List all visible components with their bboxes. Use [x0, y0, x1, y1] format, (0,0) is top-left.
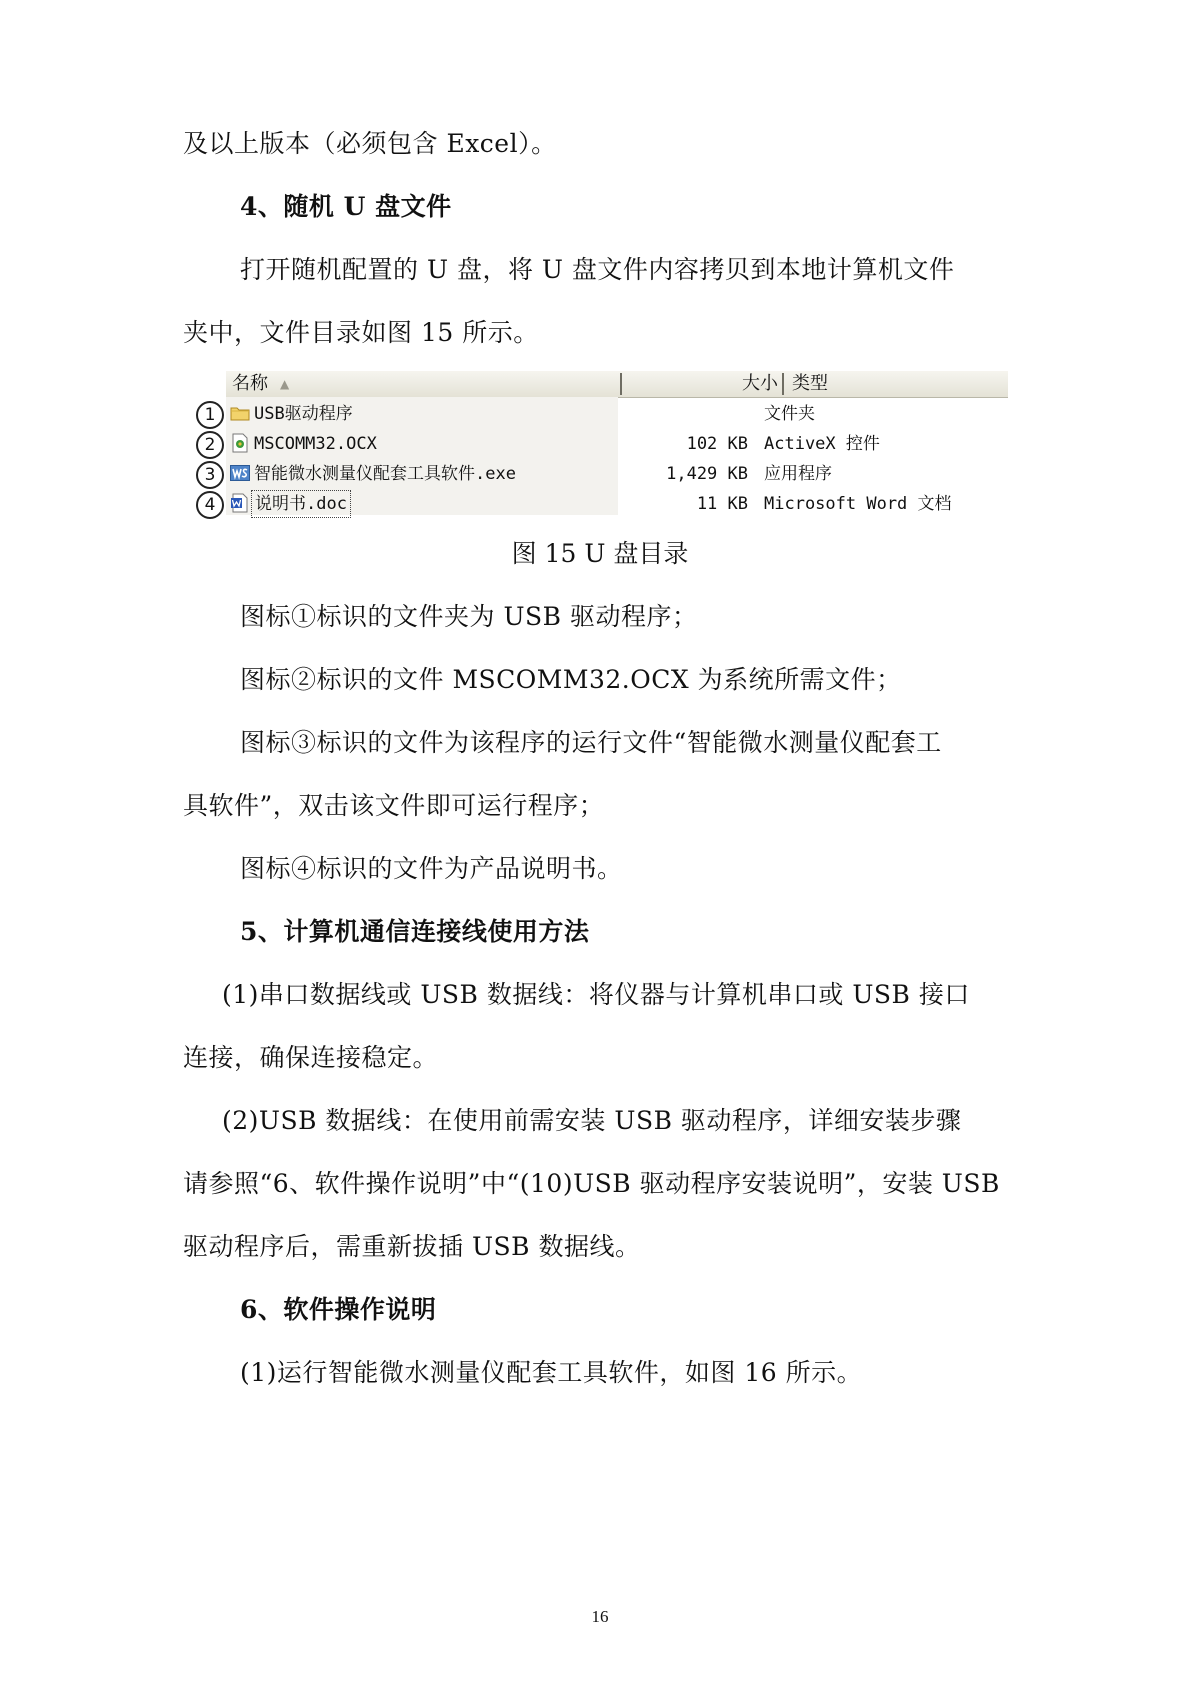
folder-icon	[230, 403, 250, 423]
paragraph-run-software: (1)运行智能微水测量仪配套工具软件，如图 16 所示。	[240, 1358, 863, 1387]
column-header-type-label: 类型	[792, 373, 828, 394]
paragraph-cable-2-line-1: (2)USB 数据线：在使用前需安装 USB 驱动程序，详细安装步骤	[222, 1106, 962, 1135]
file-list-header	[226, 371, 1008, 398]
paragraph-icon-3-line-2: 具软件”，双击该文件即可运行程序；	[183, 791, 605, 820]
heading-usb-files: 4、随机 U 盘文件	[240, 192, 452, 221]
paragraph-icon-1: 图标①标识的文件夹为 USB 驱动程序；	[240, 602, 698, 631]
column-header-size[interactable]	[616, 371, 778, 397]
file-name: MSCOMM32.OCX	[254, 434, 377, 454]
figure-caption: 图 15 U 盘目录	[511, 539, 689, 568]
heading-software-operation: 6、软件操作说明	[240, 1295, 437, 1324]
file-size: 11 KB	[696, 494, 748, 514]
paragraph-cable-2-line-3: 驱动程序后，需重新拔插 USB 数据线。	[183, 1232, 641, 1261]
paragraph-usb-line-1: 打开随机配置的 U 盘，将 U 盘文件内容拷贝到本地计算机文件	[240, 255, 955, 284]
paragraph-usb-line-2: 夹中，文件目录如图 15 所示。	[183, 318, 539, 347]
column-header-name-label: 名称	[232, 373, 268, 394]
file-row[interactable]	[196, 490, 1008, 520]
file-type: Microsoft Word 文档	[764, 494, 952, 514]
paragraph-intro-tail: 及以上版本（必须包含 Excel）。	[183, 129, 557, 158]
marker-circle: 4	[196, 491, 224, 519]
column-header-size-label: 大小	[742, 373, 778, 394]
file-row[interactable]	[196, 400, 1008, 430]
column-header-name[interactable]	[232, 371, 612, 397]
heading-connection-cable: 5、计算机通信连接线使用方法	[240, 917, 590, 946]
ocx-icon	[230, 433, 250, 453]
word-doc-icon	[230, 493, 250, 513]
paragraph-cable-1-line-2: 连接，确保连接稳定。	[183, 1043, 439, 1072]
file-name: USB驱动程序	[254, 404, 353, 424]
file-name: 说明书.doc	[251, 490, 351, 518]
file-type: 文件夹	[764, 404, 815, 424]
sort-ascending-icon: ▲	[280, 377, 290, 391]
file-name: 智能微水测量仪配套工具软件.exe	[254, 464, 516, 484]
file-row[interactable]	[196, 430, 1008, 460]
file-type: 应用程序	[764, 464, 832, 484]
marker-circle: 2	[196, 431, 224, 459]
page-number: 16	[591, 1607, 609, 1626]
file-type: ActiveX 控件	[764, 434, 880, 454]
file-list-figure	[196, 365, 1008, 515]
file-size: 1,429 KB	[666, 464, 748, 484]
marker-circle: 3	[196, 461, 224, 489]
paragraph-icon-3-line-1: 图标③标识的文件为该程序的运行文件“智能微水测量仪配套工	[240, 728, 942, 757]
file-row[interactable]	[196, 460, 1008, 490]
exe-icon	[230, 463, 250, 483]
paragraph-icon-4: 图标④标识的文件为产品说明书。	[240, 854, 623, 883]
paragraph-icon-2: 图标②标识的文件 MSCOMM32.OCX 为系统所需文件；	[240, 665, 902, 694]
file-size: 102 KB	[686, 434, 748, 454]
marker-circle: 1	[196, 401, 224, 429]
paragraph-cable-1-line-1: (1)串口数据线或 USB 数据线：将仪器与计算机串口或 USB 接口	[222, 980, 970, 1009]
paragraph-cable-2-line-2: 请参照“6、软件操作说明”中“(10)USB 驱动程序安装说明”，安装 USB	[183, 1169, 1000, 1198]
column-header-type[interactable]	[784, 371, 1012, 397]
